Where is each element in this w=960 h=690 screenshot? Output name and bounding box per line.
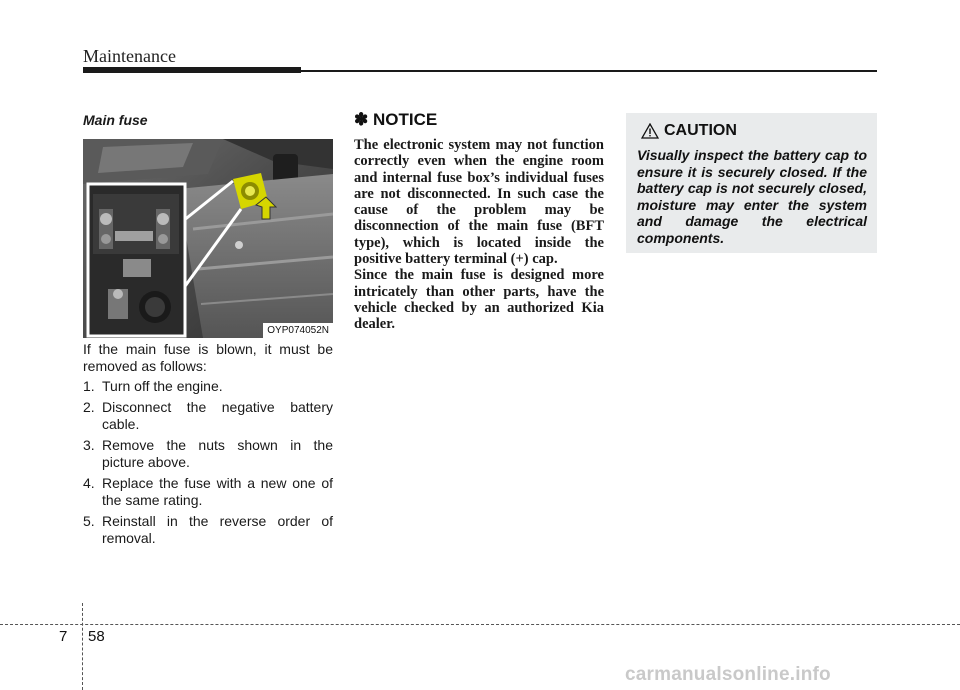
figure-code: OYP074052N	[263, 323, 333, 338]
header-rule-thick	[83, 67, 301, 73]
list-item: 2. Disconnect the negative battery cable.	[83, 399, 333, 432]
main-fuse-intro: If the main fuse is blown, it must be removed as follows:	[83, 341, 333, 374]
caution-title: CAUTION	[664, 122, 737, 139]
list-item: 4. Replace the fuse with a new one of the same rating.	[83, 475, 333, 508]
footer-page-number: 58	[88, 628, 105, 645]
caution-box	[626, 113, 877, 253]
main-fuse-photo	[83, 139, 333, 338]
list-item: 3. Remove the nuts shown in the picture above.	[83, 437, 333, 470]
caution-header	[637, 121, 867, 141]
notice-paragraph: Since the main fuse is designed more intricately than other parts, have the vehicle checked by an authorized Kia dealer.	[354, 267, 604, 333]
footer-vertical-rule	[82, 603, 83, 690]
caution-text: Visually inspect the battery cap to ensure it is securely closed. If the battery cap is not securely closed, moisture may enter the system and damage the electrical components.	[637, 147, 867, 246]
page-header-title: Maintenance	[83, 46, 176, 66]
notice-title: ✽ NOTICE	[354, 110, 438, 129]
list-item: 5. Reinstall in the reverse order of removal.	[83, 513, 333, 546]
watermark-text: carmanualsonline.info	[625, 664, 831, 685]
notice-body	[354, 137, 604, 333]
notice-paragraph: The electronic system may not function correctly even when the engine room and internal fuse box’s individual fuses are not disconnected. In such case the cause of the problem may be disconnection of the main fuse (BFT type), which is located inside the positive battery terminal (+) cap.	[354, 137, 604, 268]
engine-bay-illustration	[83, 139, 333, 338]
header-rule-thin	[301, 70, 877, 72]
footer-section-number: 7	[59, 628, 68, 645]
removal-steps-list	[83, 378, 333, 551]
footer-dashed-rule	[0, 624, 960, 625]
section-heading-main-fuse: Main fuse	[83, 112, 148, 128]
list-item: 1. Turn off the engine.	[83, 378, 223, 394]
warning-triangle-icon	[641, 123, 659, 139]
